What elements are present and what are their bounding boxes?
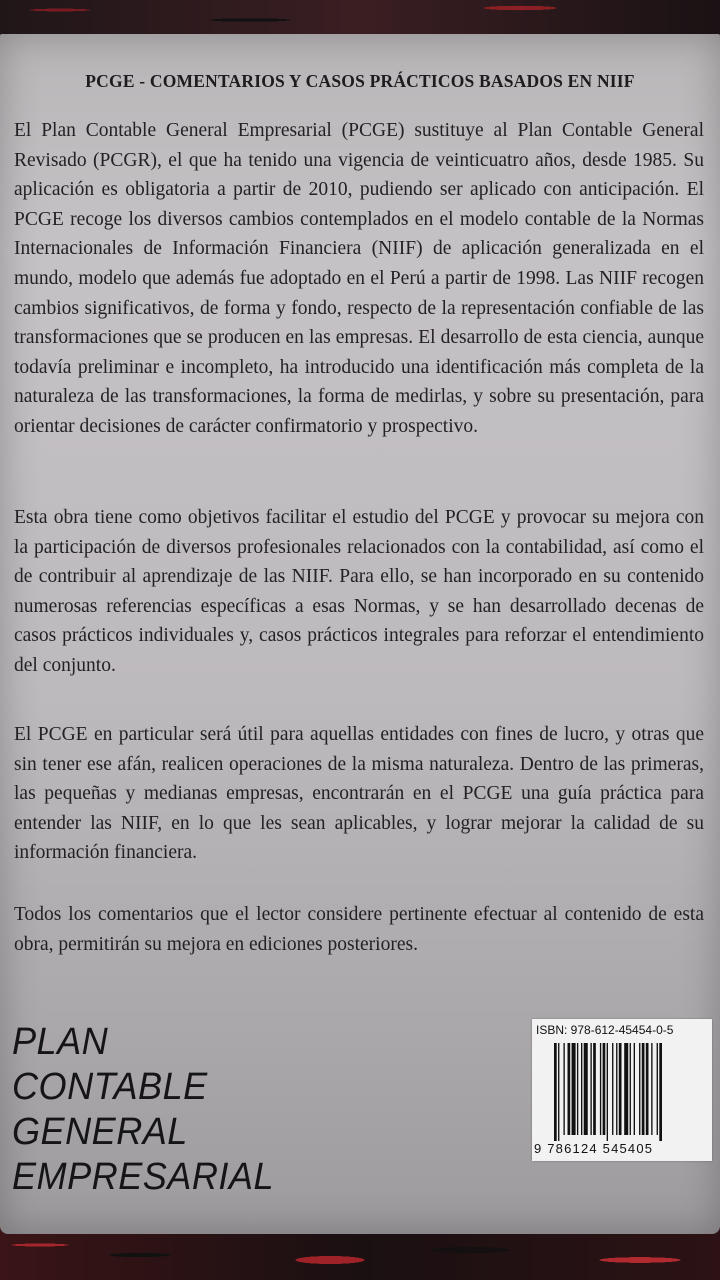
barcode-bar <box>577 1043 578 1135</box>
barcode-bar <box>554 1043 557 1141</box>
brand-line-2: CONTABLE <box>12 1066 208 1108</box>
barcode-bar <box>624 1043 628 1135</box>
brand-logo-text <box>12 1020 274 1200</box>
barcode-bar <box>590 1043 591 1135</box>
book-back-cover <box>0 34 720 1234</box>
barcode-bar <box>659 1043 662 1141</box>
brand-line-4: EMPRESARIAL <box>12 1156 275 1198</box>
barcode-digits: 9 786124 545405 <box>534 1141 654 1156</box>
barcode-bar <box>600 1043 601 1135</box>
barcode-bar <box>634 1043 635 1135</box>
barcode-bar <box>639 1043 640 1135</box>
barcode-bar <box>572 1043 576 1135</box>
paragraph-1: El Plan Contable General Empresarial (PCGE) sustituye al Plan Contable General Revisado (PCGR), el que ha tenido una vigencia de veinticuatro años, desde 1985. Su aplicación es obligatoria a partir de 2010, pudiendo ser aplicado con anticipación. El PCGE recoge los diversos cambios contemplados en el modelo contable de la Normas Internacionales de Información Financiera (NIIF) de aplicación generalizada en el mundo, modelo que además fue adoptado en el Perú a partir de 1998. Las NIIF recogen cambios significativos, de forma y fondo, respecto de la representación confiable de las transformaciones que se producen en las empresas. El desarrollo de esta ciencia, aunque todavía preliminar e incompleto, ha introducido una identificación más completa de la naturaleza de las transformaciones, la forma de medirlas, y sobre su presentación, para orientar decisiones de carácter confirmatorio y prospectivo. <box>14 120 704 437</box>
isbn-text: ISBN: 978-612-45454-0-5 <box>536 1023 674 1037</box>
barcode-bar <box>607 1043 608 1141</box>
barcode-bars <box>554 1043 704 1141</box>
barcode-bar <box>563 1043 564 1135</box>
barcode-bar <box>603 1043 606 1135</box>
barcode-bar <box>568 1043 571 1135</box>
barcode-bar <box>584 1043 588 1135</box>
paragraph-4: Todos los comentarios que el lector considere pertinente efectuar al contenido de esta obra, permitirán su mejora en ediciones posteriores. <box>14 904 704 955</box>
barcode-bar <box>619 1043 622 1135</box>
barcode-bar <box>646 1043 649 1135</box>
brand-line-1: PLAN <box>12 1021 109 1063</box>
barcode-bar <box>657 1043 658 1135</box>
barcode-bar <box>593 1043 596 1135</box>
paragraph-3: El PCGE en particular será útil para aquellas entidades con fines de lucro, y otras que sin tener ese afán, realicen operaciones de la misma naturaleza. Dentro de las primeras, las pequeñas y medianas empresas, encontrarán en el PCGE una guía práctica para entender las NIIF, en lo que les sean aplicables, y lograr mejorar la calidad de su información financiera. <box>14 724 704 864</box>
barcode-bar <box>558 1043 559 1141</box>
paragraph-2: Esta obra tiene como objetivos facilitar el estudio del PCGE y provocar su mejora con la participación de diversos profesionales relacionados con la contabilidad, así como el de contribuir al aprendizaje de las NIIF. Para ello, se han incorporado en su contenido numerosas referencias específicas a esas Normas, y se han desarrollado decenas de casos prácticos individuales y, casos prácticos integrales para reforzar el entendimiento del conjunto. <box>14 507 704 676</box>
barcode-bar <box>616 1043 617 1135</box>
barcode-bar <box>612 1043 613 1135</box>
barcode-bar <box>581 1043 582 1135</box>
barcode-label <box>532 1019 712 1161</box>
barcode-bar <box>651 1043 652 1135</box>
brand-line-3: GENERAL <box>12 1111 188 1153</box>
barcode-bar <box>642 1043 645 1135</box>
page-title: PCGE - COMENTARIOS Y CASOS PRÁCTICOS BASADOS EN NIIF <box>85 71 635 91</box>
barcode-bar <box>630 1043 631 1135</box>
